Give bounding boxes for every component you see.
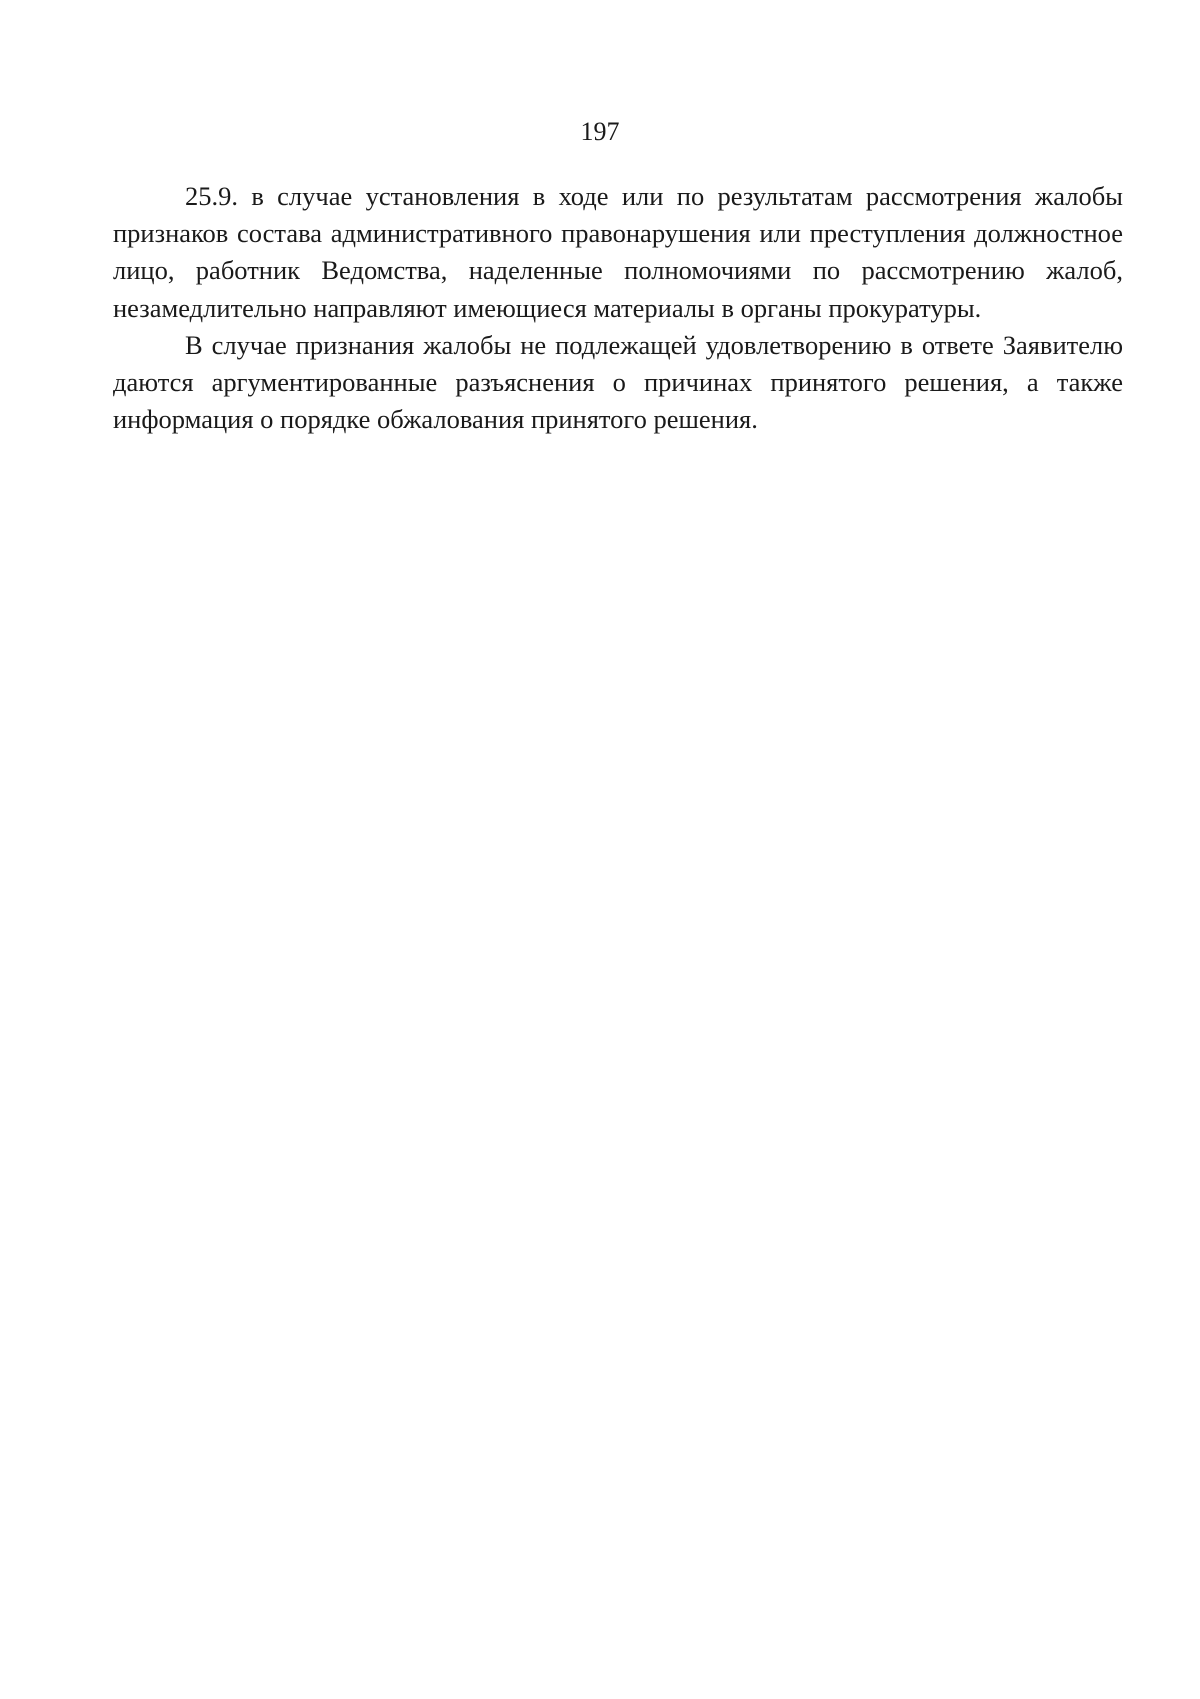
paragraph-25-9: 25.9. в случае установления в ходе или по результатам рассмотрения жалобы признаков состава административного правонарушения или преступления должностное лицо, работник Ведомства, наделенные полномочиями по рассмотрению жалоб, незамедлительно направляют имеющиеся материалы в органы прокуратуры. [113,181,1123,323]
paragraph-complaint-rejection: В случае признания жалобы не подлежащей удовлетворению в ответе Заявителю даются аргументированные разъяснения о причинах принятого решения, а также информация о порядке обжалования принятого решения. [113,329,1123,435]
page-number: 197 [580,117,620,146]
document-body [113,178,1123,438]
